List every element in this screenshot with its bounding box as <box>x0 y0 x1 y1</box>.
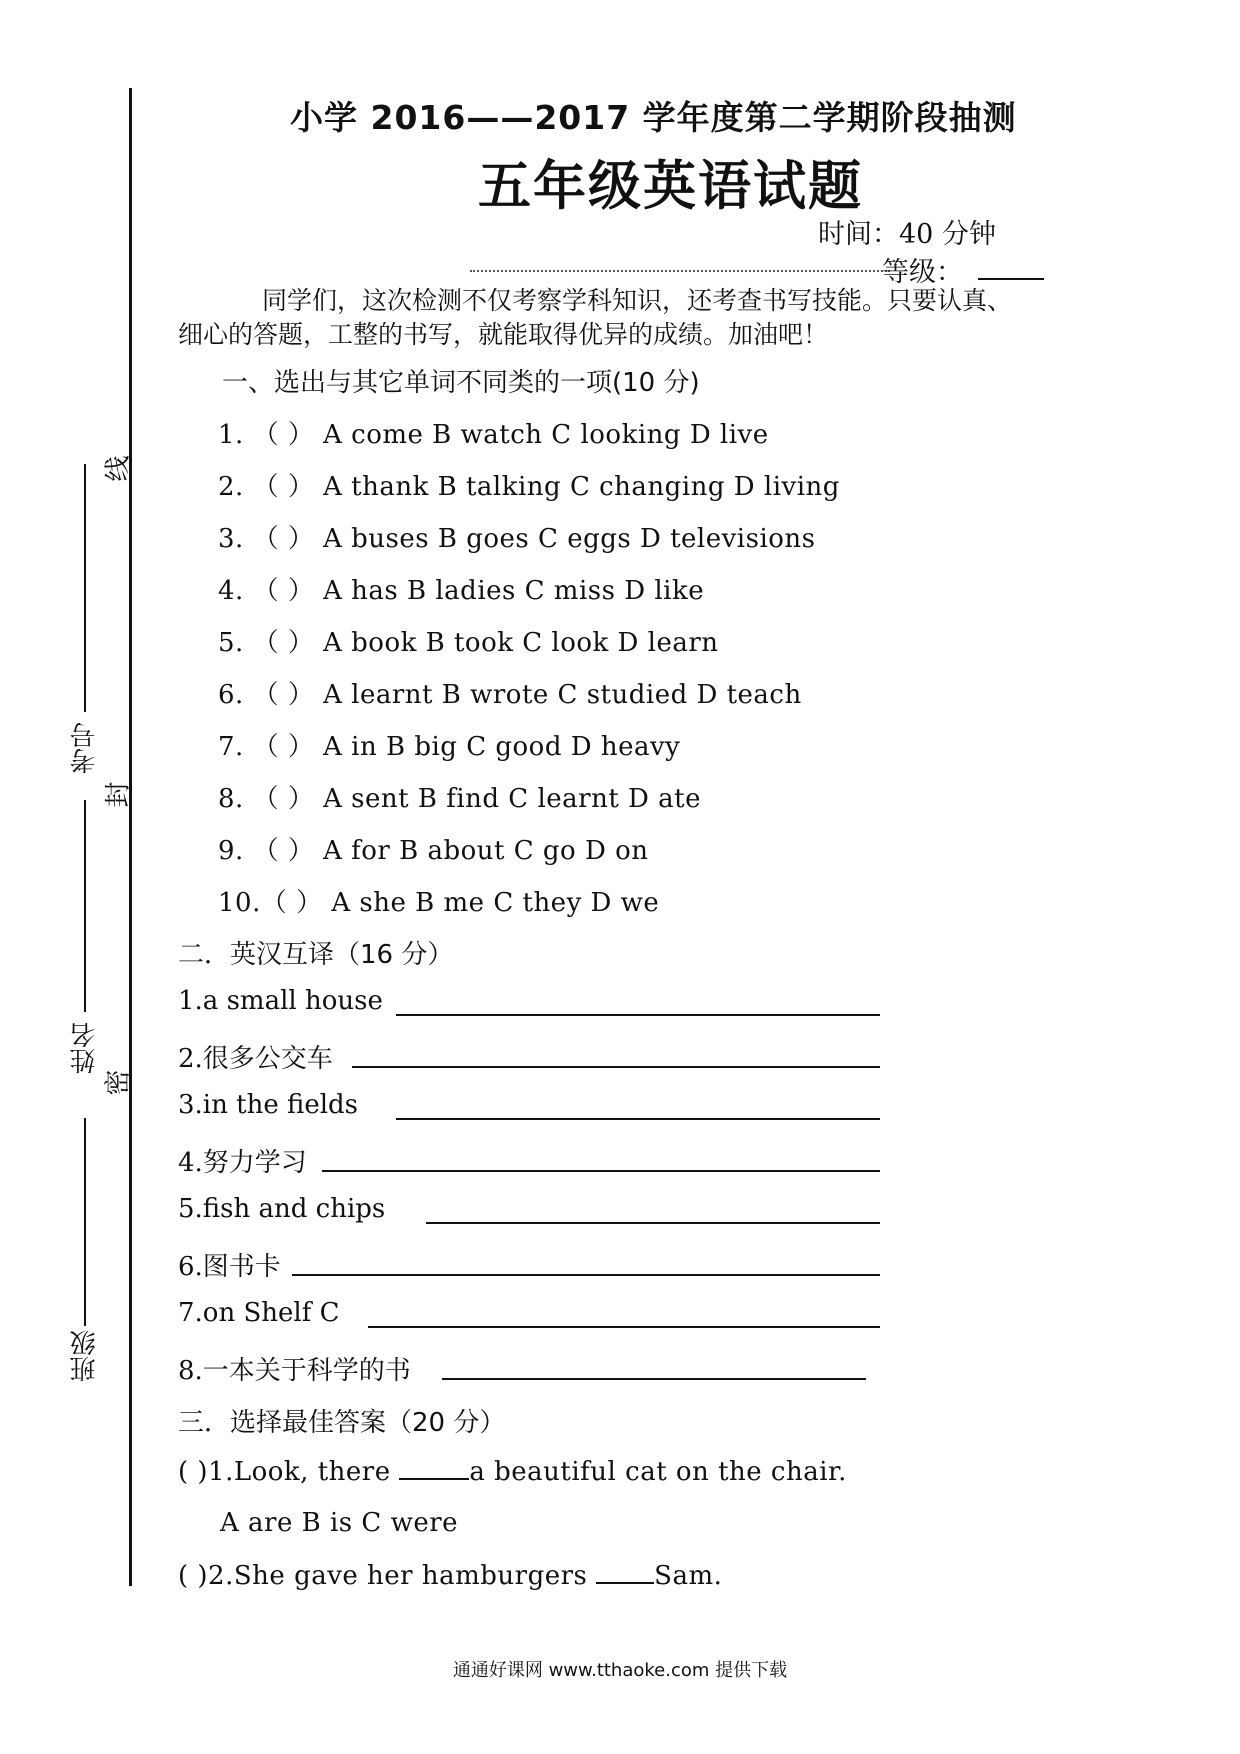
section1-item-8: 8. （ ） A sent B find C learnt D ate <box>218 784 701 814</box>
mc-question-1-rest: a beautiful cat on the chair. <box>469 1457 847 1487</box>
seal-char-seal: 封 <box>103 781 134 808</box>
section1-item-9: 9. （ ） A for B about C go D on <box>218 836 649 866</box>
exam-title: 小学 2016——2017 学年度第二学期阶段抽测 <box>290 98 1017 137</box>
mc-question-1-blank[interactable] <box>399 1456 469 1480</box>
section1-item-3: 3. （ ） A buses B goes C eggs D televisions <box>218 524 816 554</box>
translation-item-6: 6.图书卡 <box>178 1252 281 1282</box>
translation-answer-8[interactable] <box>442 1378 866 1380</box>
seal-char-secret: 密 <box>103 1069 134 1096</box>
translation-answer-2[interactable] <box>352 1066 880 1068</box>
section1-item-4: 4. （ ） A has B ladies C miss D like <box>218 576 705 606</box>
exam-number-label: 考号 <box>70 722 100 774</box>
translation-answer-7[interactable] <box>368 1326 880 1328</box>
translation-item-8: 8.一本关于科学的书 <box>178 1356 411 1386</box>
section1-item-6: 6. （ ） A learnt B wrote C studied D teach <box>218 680 802 710</box>
mc-question-2-rest: Sam. <box>654 1561 723 1591</box>
class-blank-line <box>70 1118 100 1326</box>
section1-item-10: 10.（ ） A she B me C they D we <box>218 888 660 918</box>
name-label: 姓名 <box>70 1022 100 1074</box>
mc-question-2-stem: ( )2.She gave her hamburgers <box>178 1561 597 1591</box>
exam-number-blank-line <box>70 464 100 712</box>
intro-line-2: 细心的答题，工整的书写，就能取得优异的成绩。加油吧！ <box>178 320 829 349</box>
translation-answer-6[interactable] <box>292 1274 880 1276</box>
mc-question-1-options: A are B is C were <box>220 1508 459 1538</box>
time-limit: 时间：40 分钟 <box>818 219 996 250</box>
section1-item-5: 5. （ ） A book B took C look D learn <box>218 628 719 658</box>
exam-subtitle: 五年级英语试题 <box>478 156 863 217</box>
intro-line-1: 同学们，这次检测不仅考察学科知识，还考查书写技能。只要认真、 <box>262 286 1013 315</box>
seal-char-line: 线 <box>103 455 134 482</box>
translation-item-3: 3.in the fields <box>178 1090 359 1120</box>
section3-heading: 三．选择最佳答案（20 分） <box>178 1408 506 1438</box>
class-label: 班级 <box>70 1330 100 1382</box>
mc-question-2-blank[interactable] <box>596 1560 654 1584</box>
class-field <box>70 1330 100 1382</box>
grade-label: 等级： <box>882 257 963 288</box>
translation-item-1: 1.a small house <box>178 986 383 1016</box>
dotted-divider <box>470 270 890 272</box>
name-field <box>70 1022 100 1074</box>
translation-item-7: 7.on Shelf C <box>178 1298 340 1328</box>
footer-source: 通通好课网 www.tthaoke.com 提供下载 <box>452 1660 788 1681</box>
translation-answer-4[interactable] <box>322 1170 880 1172</box>
section1-item-2: 2. （ ） A thank B talking C changing D living <box>218 472 840 502</box>
translation-answer-5[interactable] <box>426 1222 880 1224</box>
mc-question-1 <box>178 1456 847 1487</box>
mc-question-2 <box>178 1560 722 1591</box>
section1-item-7: 7. （ ） A in B big C good D heavy <box>218 732 681 762</box>
mc-question-1-stem: ( )1.Look, there <box>178 1457 400 1487</box>
name-blank-line <box>70 800 100 1012</box>
section1-item-1: 1. （ ） A come B watch C looking D live <box>218 420 769 450</box>
binding-line <box>129 88 132 1586</box>
translation-item-4: 4.努力学习 <box>178 1148 307 1178</box>
section2-heading: 二．英汉互译（16 分） <box>178 940 454 970</box>
translation-answer-1[interactable] <box>396 1014 880 1016</box>
translation-item-2: 2.很多公交车 <box>178 1044 333 1074</box>
exam-number-field <box>70 722 100 774</box>
translation-item-5: 5.fish and chips <box>178 1194 386 1224</box>
section1-heading: 一、选出与其它单词不同类的一项(10 分) <box>222 368 700 398</box>
translation-answer-3[interactable] <box>396 1118 880 1120</box>
